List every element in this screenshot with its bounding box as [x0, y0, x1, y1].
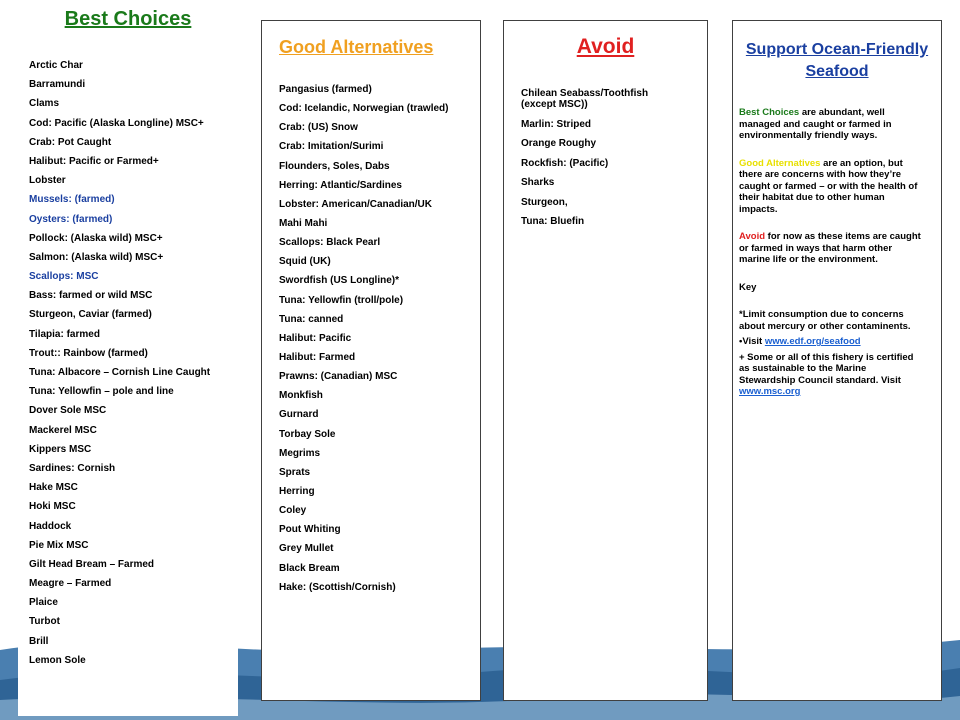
- good-alternatives-title: Good Alternatives: [279, 37, 434, 57]
- best-choices-list: [29, 60, 210, 674]
- list-item: Mahi Mahi: [279, 217, 328, 229]
- list-item: Halibut: Pacific: [279, 332, 352, 344]
- best-choices-text: are abundant, well managed and caught or farmed in environmentally friendly ways.: [739, 107, 892, 141]
- list-item: Meagre – Farmed: [29, 578, 112, 590]
- good-alternatives-text: are an option, but there are concerns with how they’re caught or farmed – or with the health of their habitat due to other human impacts.: [739, 157, 918, 215]
- good-alternatives-label: Good Alternatives: [739, 157, 821, 169]
- best-choices-title: Best Choices: [64, 8, 192, 30]
- list-item: Bass: farmed or wild MSC: [29, 290, 153, 302]
- list-item: Trout:: Rainbow (farmed): [29, 347, 148, 359]
- list-item: Cod: Icelandic, Norwegian (trawled): [279, 103, 449, 115]
- list-item: Sturgeon, Caviar (farmed): [29, 309, 152, 321]
- list-item: Salmon: (Alaska wild) MSC+: [29, 251, 164, 263]
- list-item: Prawns: (Canadian) MSC: [279, 371, 398, 383]
- list-item: Crab: Pot Caught: [29, 136, 112, 148]
- list-item: Crab: Imitation/Surimi: [279, 141, 384, 153]
- list-item: Pollock: (Alaska wild) MSC+: [29, 232, 163, 244]
- list-item: Megrims: [279, 447, 321, 459]
- list-item: Squid (UK): [279, 256, 331, 268]
- list-item: Rockfish: (Pacific): [521, 157, 609, 169]
- edf-seafood-link[interactable]: www.edf.org/seafood: [764, 336, 861, 347]
- list-item: Lobster: [29, 175, 66, 187]
- list-item: Hoki MSC: [29, 501, 76, 513]
- good-alternatives-explanation: [739, 158, 924, 216]
- best-choices-label: Best Choices: [739, 107, 800, 118]
- list-item: Tuna: Yellowfin – pole and line: [29, 386, 174, 398]
- list-item: Oysters: (farmed): [29, 213, 113, 225]
- list-item: Tuna: canned: [279, 313, 344, 325]
- msc-link[interactable]: www.msc.org: [739, 386, 801, 397]
- avoid-explanation: [739, 231, 924, 266]
- good-alternatives-panel: [261, 20, 481, 701]
- list-item: Arctic Char: [29, 60, 83, 71]
- list-item: Halibut: Farmed: [279, 351, 356, 363]
- list-item: Cod: Pacific (Alaska Longline) MSC+: [29, 117, 204, 129]
- list-item: Tuna: Bluefin: [521, 216, 585, 227]
- list-item: Mussels: (farmed): [29, 194, 115, 206]
- list-item: Kippers MSC: [29, 443, 92, 455]
- list-item: Pie Mix MSC: [29, 539, 89, 551]
- visit-edf: [739, 336, 924, 348]
- list-item: Turbot: [29, 616, 60, 628]
- list-item: Crab: (US) Snow: [279, 122, 358, 134]
- list-item: Coley: [279, 505, 307, 517]
- list-item: Sharks: [521, 177, 555, 188]
- list-item: Black Bream: [279, 562, 340, 574]
- list-item: Grey Mullet: [279, 543, 334, 555]
- list-item: Clams: [29, 98, 60, 110]
- avoid-title: Avoid: [576, 35, 635, 58]
- best-choices-panel: [18, 0, 238, 716]
- list-item: Lemon Sole: [29, 654, 86, 666]
- msc-note: [739, 352, 924, 398]
- list-item: Pangasius (farmed): [279, 84, 372, 95]
- list-item: Gurnard: [279, 409, 319, 421]
- support-panel: [732, 20, 942, 701]
- support-title: Support Ocean-Friendly Seafood: [745, 41, 929, 80]
- list-item: Sprats: [279, 466, 311, 478]
- list-item: Herring: [279, 485, 315, 497]
- list-item: Monkfish: [279, 390, 323, 402]
- good-alternatives-list: [279, 84, 448, 601]
- support-body: [739, 107, 924, 414]
- list-item: Hake: (Scottish/Cornish): [279, 581, 396, 593]
- list-item: Torbay Sole: [279, 428, 336, 440]
- list-item: Brill: [29, 635, 49, 647]
- list-item: Hake MSC: [29, 482, 78, 494]
- avoid-list: [521, 88, 681, 236]
- list-item: Mackerel MSC: [29, 424, 97, 436]
- list-item: Scallops: Black Pearl: [279, 237, 381, 249]
- list-item: Haddock: [29, 520, 72, 532]
- list-item: Sardines: Cornish: [29, 462, 116, 474]
- list-item: Barramundi: [29, 79, 86, 91]
- list-item: Tilapia: farmed: [29, 328, 100, 340]
- list-item: Tuna: Yellowfin (troll/pole): [279, 294, 404, 306]
- list-item: Orange Roughy: [521, 138, 597, 149]
- list-item: Flounders, Soles, Dabs: [279, 160, 390, 172]
- list-item: Lobster: American/Canadian/UK: [279, 198, 432, 210]
- list-item: Plaice: [29, 597, 58, 609]
- list-item: Tuna: Albacore – Cornish Line Caught: [29, 367, 211, 378]
- list-item: Halibut: Pacific or Farmed+: [29, 155, 159, 167]
- list-item: Swordfish (US Longline)*: [279, 275, 399, 287]
- list-item: Chilean Seabass/Toothfish (except MSC)): [521, 88, 649, 110]
- key-heading: Key: [739, 281, 757, 293]
- list-item: Scallops: MSC: [29, 271, 99, 283]
- list-item: Pout Whiting: [279, 524, 341, 536]
- list-item: Dover Sole MSC: [29, 405, 107, 417]
- list-item: Gilt Head Bream – Farmed: [29, 558, 155, 570]
- key-note: *Limit consumption due to concerns about mercury or other contaminents.: [739, 309, 911, 332]
- msc-text: + Some or all of this fishery is certified as sustainable to the Marine Stewardship Council standard. Visit: [739, 351, 914, 386]
- list-item: Marlin: Striped: [521, 118, 592, 130]
- list-item: Herring: Atlantic/Sardines: [279, 179, 402, 191]
- avoid-label: Avoid: [739, 231, 766, 242]
- visit-prefix: •Visit: [739, 336, 765, 347]
- list-item: Sturgeon,: [521, 196, 568, 208]
- best-choices-explanation: [739, 107, 924, 142]
- avoid-panel: [503, 20, 708, 701]
- avoid-text: for now as these items are caught or farmed in ways that harm other marine life or the environment.: [739, 231, 921, 265]
